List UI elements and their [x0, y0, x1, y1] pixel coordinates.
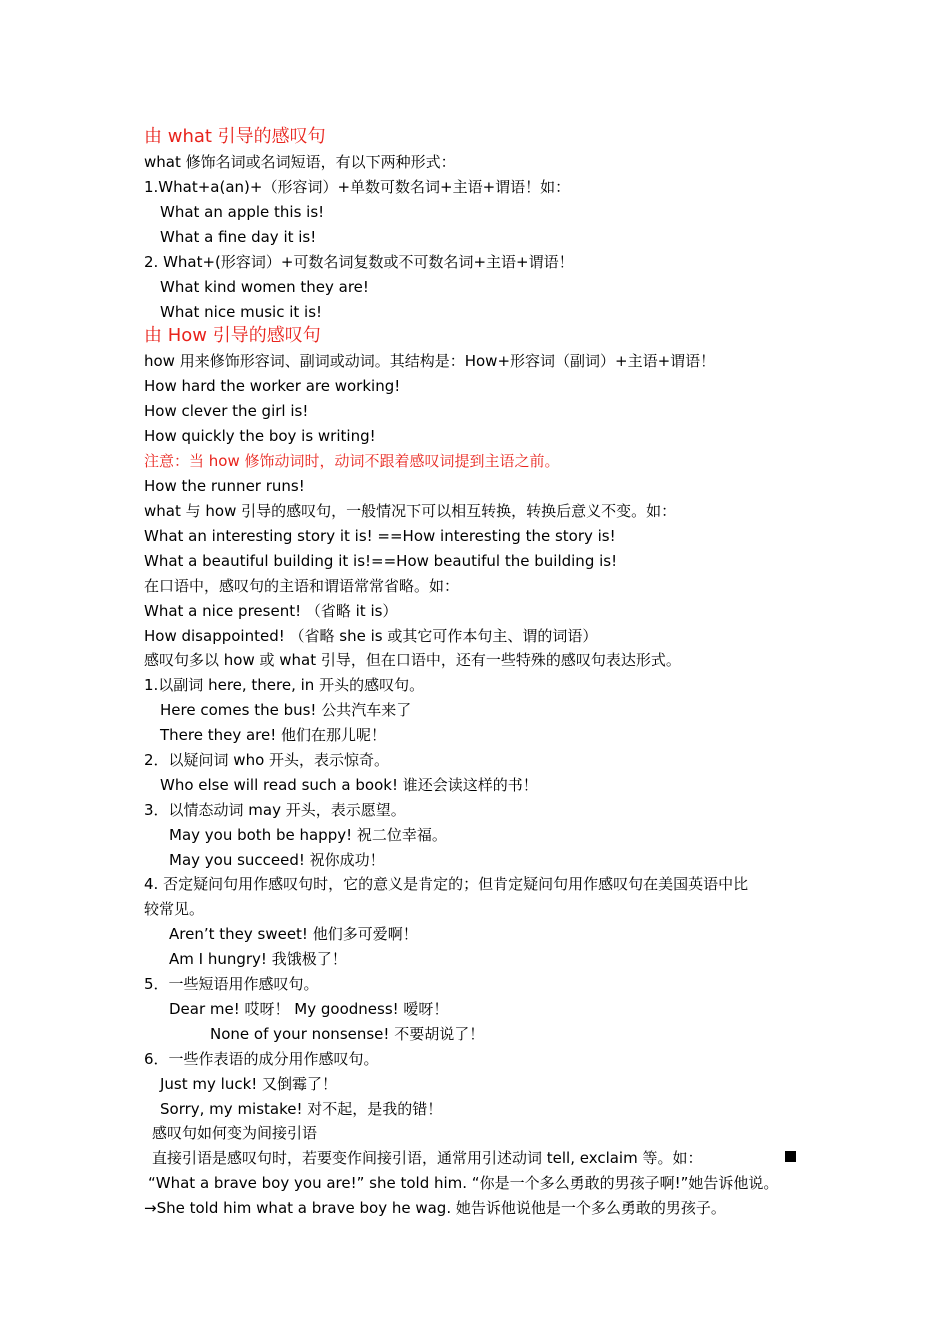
text-line: How the runner runs! [144, 477, 305, 495]
text-line: How quickly the boy is writing! [144, 427, 376, 445]
text-line: What a beautiful building it is!==How beautiful the building is! [144, 552, 618, 570]
text-line: 感叹句多以 how 或 what 引导，但在口语中，还有一些特殊的感叹句表达形式。 [144, 651, 681, 669]
text-line: 4. 否定疑问句用作感叹句时，它的意义是肯定的；但肯定疑问句用作感叹句在美国英语中比 [144, 875, 749, 893]
text-line: Am I hungry! 我饿极了！ [169, 950, 347, 968]
black-square-icon [785, 1151, 796, 1162]
text-line: 在口语中，感叹句的主语和谓语常常省略。如： [144, 577, 460, 595]
text-line: What an interesting story it is! ==How interesting the story is! [144, 527, 616, 545]
text-line: Aren’t they sweet! 他们多可爱啊！ [169, 925, 418, 943]
text-line: 1.What+a(an)+（形容词）+单数可数名词+主语+谓语！如： [144, 178, 571, 196]
text-line: 3．以情态动词 may 开头，表示愿望。 [144, 801, 406, 819]
text-line: 5．一些短语用作感叹句。 [144, 975, 319, 993]
text-line: Who else will read such a book! 谁还会读这样的书！ [160, 776, 538, 794]
text-line: What a fine day it is! [160, 228, 317, 246]
section-heading: 由 what 引导的感叹句 [144, 126, 326, 147]
text-line: What a nice present! （省略 it is） [144, 602, 398, 620]
text-line: May you both be happy! 祝二位幸福。 [169, 826, 447, 844]
section-heading: 由 How 引导的感叹句 [144, 325, 321, 346]
text-line: There they are! 他们在那儿呢！ [160, 726, 387, 744]
text-line: what 与 how 引导的感叹句，一般情况下可以相互转换，转换后意义不变。如： [144, 502, 677, 520]
text-line: How hard the worker are working! [144, 377, 401, 395]
text-line: May you succeed! 祝你成功！ [169, 851, 385, 869]
text-line: How disappointed! （省略 she is 或其它可作本句主、谓的词语） [144, 627, 598, 645]
text-line: What an apple this is! [160, 203, 325, 221]
text-line: how 用来修饰形容词、副词或动词。其结构是：How+形容词（副词）+主语+谓语！ [144, 352, 716, 370]
text-line: what 修饰名词或名词短语，有以下两种形式： [144, 153, 456, 171]
text-line: 1.以副词 here, there, in 开头的感叹句。 [144, 676, 425, 694]
text-line: “What a brave boy you are!” she told him. “你是一个多么勇敢的男孩子啊!”她告诉他说。 [148, 1174, 779, 1192]
text-line: 6．一些作表语的成分用作感叹句。 [144, 1050, 379, 1068]
text-line: 2．以疑问词 who 开头，表示惊奇。 [144, 751, 390, 769]
text-line: Here comes the bus! 公共汽车来了 [160, 701, 412, 719]
text-line: Just my luck! 又倒霉了！ [160, 1075, 338, 1093]
text-line: What kind women they are! [160, 278, 369, 296]
text-line: 2. What+(形容词）+可数名词复数或不可数名词+主语+谓语！ [144, 253, 574, 271]
text-line: →She told him what a brave boy he wag. 她告诉他说他是一个多么勇敢的男孩子。 [144, 1199, 726, 1217]
text-line: None of your nonsense! 不要胡说了！ [210, 1025, 485, 1043]
text-line: 直接引语是感叹句时，若要变作间接引语，通常用引述动词 tell, exclaim 等。如： [152, 1149, 703, 1167]
text-line: 注意：当 how 修饰动词时，动词不跟着感叹词提到主语之前。 [144, 452, 560, 470]
text-line: What nice music it is! [160, 303, 323, 321]
text-line: Sorry, my mistake! 对不起，是我的错！ [160, 1100, 443, 1118]
text-line: 感叹句如何变为间接引语 [152, 1124, 318, 1142]
text-line: 较常见。 [144, 900, 205, 918]
text-line: Dear me! 哎呀！ My goodness! 嗳呀！ [169, 1000, 449, 1018]
text-line: How clever the girl is! [144, 402, 309, 420]
